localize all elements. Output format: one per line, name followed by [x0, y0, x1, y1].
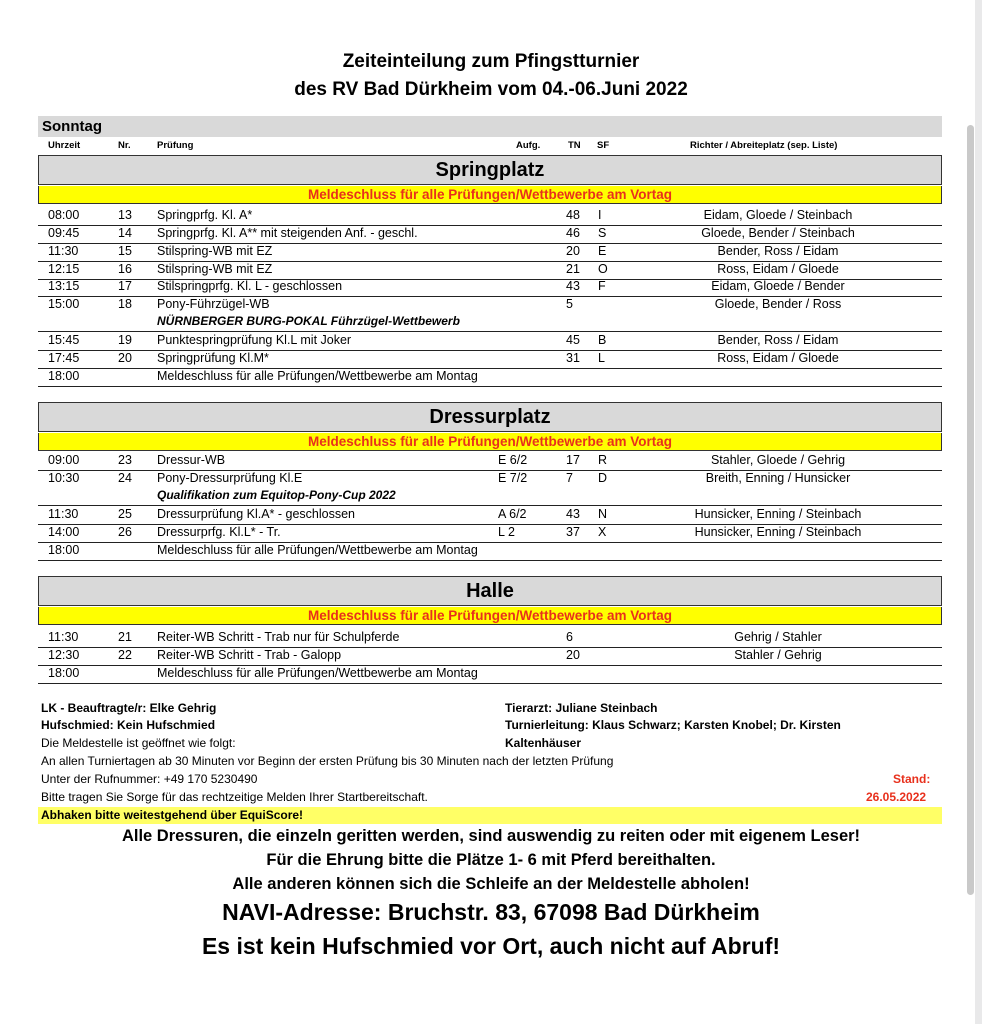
cell-tn: 5	[566, 297, 573, 311]
cell-aufg: A 6/2	[498, 507, 527, 521]
cell-nr: 26	[118, 525, 132, 539]
cell-name: Meldeschluss für alle Prüfungen/Wettbewerbe am Montag	[157, 369, 478, 383]
cell-name: Dressurprfg. Kl.L* - Tr.	[157, 525, 281, 539]
footer-hufschmied: Hufschmied: Kein Hufschmied	[41, 718, 216, 732]
cell-tn: 7	[566, 471, 573, 485]
cell-name: Springprüfung Kl.M*	[157, 351, 269, 365]
cell-name: Meldeschluss für alle Prüfungen/Wettbewerbe am Montag	[157, 543, 478, 557]
col-nr: Nr.	[118, 140, 131, 151]
cell-richter: Hunsicker, Enning / Steinbach	[694, 507, 862, 521]
cell-nr: 16	[118, 262, 132, 276]
cell-sf: X	[598, 525, 607, 539]
cell-time: 18:00	[48, 369, 80, 383]
section-header: Halle	[38, 576, 942, 606]
cell-richter: Hunsicker, Enning / Steinbach	[694, 525, 862, 539]
cell-tn: 45	[566, 333, 580, 347]
table-row	[38, 243, 942, 262]
col-sf: SF	[597, 140, 610, 151]
stand-date: 26.05.2022	[866, 790, 927, 804]
table-row	[38, 542, 942, 561]
cell-tn: 17	[566, 453, 580, 467]
cell-aufg: E 7/2	[498, 471, 528, 485]
table-row	[38, 225, 942, 244]
footer-sorge: Bitte tragen Sie Sorge für das rechtzeitige Melden Ihrer Startbereitschaft.	[41, 790, 428, 804]
cell-sf: E	[598, 244, 607, 258]
cell-richter: Ross, Eidam / Gloede	[717, 351, 839, 365]
cell-nr: 18	[118, 297, 132, 311]
cell-sf: B	[598, 333, 607, 347]
cell-time: 10:30	[48, 471, 80, 485]
cell-aufg: E 6/2	[498, 453, 528, 467]
title-line-1: Zeiteinteilung zum Pfingstturnier	[342, 51, 640, 72]
cell-name: Reiter-WB Schritt - Trab - Galopp	[157, 648, 342, 662]
cell-richter: Stahler, Gloede / Gehrig	[710, 453, 846, 467]
day-label: Sonntag	[42, 118, 102, 135]
cell-nr: 15	[118, 244, 132, 258]
cell-nr: 14	[118, 226, 132, 240]
cell-time: 08:00	[48, 208, 80, 222]
table-row	[38, 665, 942, 684]
cell-name: Dressurprüfung Kl.A* - geschlossen	[157, 507, 356, 521]
table-row	[38, 278, 942, 297]
cell-time: 12:30	[48, 648, 80, 662]
footer-turniertage: An allen Turniertagen ab 30 Minuten vor Beginn der ersten Prüfung bis 30 Minuten nach der letzten Prüfung	[41, 754, 614, 768]
cell-sf: I	[598, 208, 602, 222]
footer-rufnummer: Unter der Rufnummer: +49 170 5230490	[41, 772, 258, 786]
table-row	[38, 452, 942, 471]
cell-name: Dressur-WB	[157, 453, 226, 467]
col-aufg: Aufg.	[516, 140, 541, 151]
table-row	[38, 647, 942, 666]
cell-time: 11:30	[48, 507, 79, 521]
navi-address: NAVI-Adresse: Bruchstr. 83, 67098 Bad Dürkheim	[222, 899, 760, 925]
stand-label: Stand:	[893, 772, 931, 786]
footer-turnierleitung: Turnierleitung: Klaus Schwarz; Karsten Knobel; Dr. Kirsten	[505, 718, 841, 732]
cell-name: Pony-Führzügel-WB	[157, 297, 270, 311]
cell-richter: Gloede, Bender / Steinbach	[701, 226, 855, 240]
cell-nr: 25	[118, 507, 132, 521]
cell-tn: 46	[566, 226, 580, 240]
section-header: Springplatz	[38, 155, 942, 185]
cell-time: 15:00	[48, 297, 80, 311]
col-time: Uhrzeit	[48, 140, 81, 151]
cell-nr: 19	[118, 333, 132, 347]
cell-name: Springprfg. Kl. A** mit steigenden Anf. - geschl.	[157, 226, 418, 240]
cell-time: 13:15	[48, 279, 80, 293]
cell-time: 11:30	[48, 244, 79, 258]
cell-sf: L	[598, 351, 605, 365]
cell-nr: 20	[118, 351, 132, 365]
table-row	[38, 296, 942, 314]
cell-name: Reiter-WB Schritt - Trab nur für Schulpferde	[157, 630, 400, 644]
cell-name: Stilspringprfg. Kl. L - geschlossen	[157, 279, 343, 293]
cell-nr: 24	[118, 471, 132, 485]
section-header: Dressurplatz	[38, 402, 942, 432]
cell-time: 12:15	[48, 262, 80, 276]
cell-richter: Gehrig / Stahler	[734, 630, 822, 644]
footer-meldestelle: Die Meldestelle ist geöffnet wie folgt:	[41, 736, 236, 750]
cell-time: 18:00	[48, 543, 80, 557]
cell-richter: Eidam, Gloede / Bender	[711, 279, 845, 293]
cell-time: 14:00	[48, 525, 80, 539]
table-row	[38, 629, 942, 648]
scrollbar[interactable]	[967, 125, 974, 895]
cell-tn: 43	[566, 279, 580, 293]
table-row	[38, 350, 942, 369]
cell-tn: 20	[566, 244, 580, 258]
cell-sf: N	[598, 507, 608, 521]
cell-richter: Bender, Ross / Eidam	[717, 333, 839, 347]
footer-tierarzt: Tierarzt: Juliane Steinbach	[505, 701, 658, 715]
cell-richter: Bender, Ross / Eidam	[717, 244, 839, 258]
cell-richter: Ross, Eidam / Gloede	[717, 262, 839, 276]
cell-time: 09:00	[48, 453, 80, 467]
col-richter: Richter / Abreiteplatz (sep. Liste)	[690, 140, 838, 151]
cell-time: 11:30	[48, 630, 79, 644]
cell-tn: 37	[566, 525, 580, 539]
cell-nr: 22	[118, 648, 132, 662]
table-row	[38, 506, 942, 525]
table-row	[38, 524, 942, 543]
table-row	[38, 332, 942, 351]
cell-aufg: L 2	[498, 525, 515, 539]
section-banner: Meldeschluss für alle Prüfungen/Wettbewerbe am Vortag	[38, 433, 942, 451]
cell-richter: Eidam, Gloede / Steinbach	[703, 208, 853, 222]
table-row	[38, 207, 942, 226]
cell-nr: 23	[118, 453, 132, 467]
footer-lk: LK - Beauftragte/r: Elke Gehrig	[41, 701, 217, 715]
cell-sf: O	[598, 262, 608, 276]
section-banner: Meldeschluss für alle Prüfungen/Wettbewerbe am Vortag	[38, 186, 942, 204]
cell-name: Punktespringprüfung Kl.L mit Joker	[157, 333, 352, 347]
cell-tn: 43	[566, 507, 580, 521]
cell-name: Springprfg. Kl. A*	[157, 208, 253, 222]
day-band	[38, 116, 942, 137]
cell-richter: Stahler / Gehrig	[734, 648, 822, 662]
cell-tn: 21	[566, 262, 580, 276]
cell-time: 17:45	[48, 351, 80, 365]
cell-tn: 48	[566, 208, 580, 222]
note-ehrung: Für die Ehrung bitte die Plätze 1- 6 mit Pferd bereithalten.	[266, 851, 716, 869]
cell-nr: 21	[118, 630, 132, 644]
section-banner: Meldeschluss für alle Prüfungen/Wettbewerbe am Vortag	[38, 607, 942, 625]
note-schleife: Alle anderen können sich die Schleife an der Meldestelle abholen!	[232, 875, 750, 893]
cell-sf: F	[598, 279, 606, 293]
cell-sf: D	[598, 471, 608, 485]
table-row	[38, 368, 942, 387]
cell-time: 18:00	[48, 666, 80, 680]
cell-richter: Gloede, Bender / Ross	[714, 297, 842, 311]
equiscore-note: Abhaken bitte weitestgehend über EquiScore!	[41, 808, 304, 822]
cell-name: Pony-Dressurprüfung Kl.E	[157, 471, 303, 485]
cell-tn: 6	[566, 630, 573, 644]
cell-nr: 17	[118, 279, 132, 293]
cell-nr: 13	[118, 208, 132, 222]
cell-time: 09:45	[48, 226, 80, 240]
cell-name: Stilspring-WB mit EZ	[157, 244, 273, 258]
row-subtitle: NÜRNBERGER BURG-POKAL Führzügel-Wettbewerb	[157, 314, 460, 328]
row-subtitle: Qualifikation zum Equitop-Pony-Cup 2022	[157, 488, 396, 502]
footer-turnierleitung-cont: Kaltenhäuser	[505, 736, 582, 750]
cell-sf: R	[598, 453, 608, 467]
note-dressuren: Alle Dressuren, die einzeln geritten werden, sind auswendig zu reiten oder mit eigenem Leser!	[121, 827, 861, 845]
table-row	[38, 470, 942, 488]
hufschmied-note: Es ist kein Hufschmied vor Ort, auch nicht auf Abruf!	[201, 933, 781, 959]
col-name: Prüfung	[157, 140, 194, 151]
cell-sf: S	[598, 226, 607, 240]
cell-time: 15:45	[48, 333, 80, 347]
col-tn: TN	[568, 140, 581, 151]
cell-tn: 20	[566, 648, 580, 662]
cell-name: Meldeschluss für alle Prüfungen/Wettbewerbe am Montag	[157, 666, 478, 680]
title-line-2: des RV Bad Dürkheim vom 04.-06.Juni 2022	[294, 79, 688, 100]
cell-tn: 31	[566, 351, 580, 365]
cell-richter: Breith, Enning / Hunsicker	[705, 471, 851, 485]
cell-name: Stilspring-WB mit EZ	[157, 262, 273, 276]
